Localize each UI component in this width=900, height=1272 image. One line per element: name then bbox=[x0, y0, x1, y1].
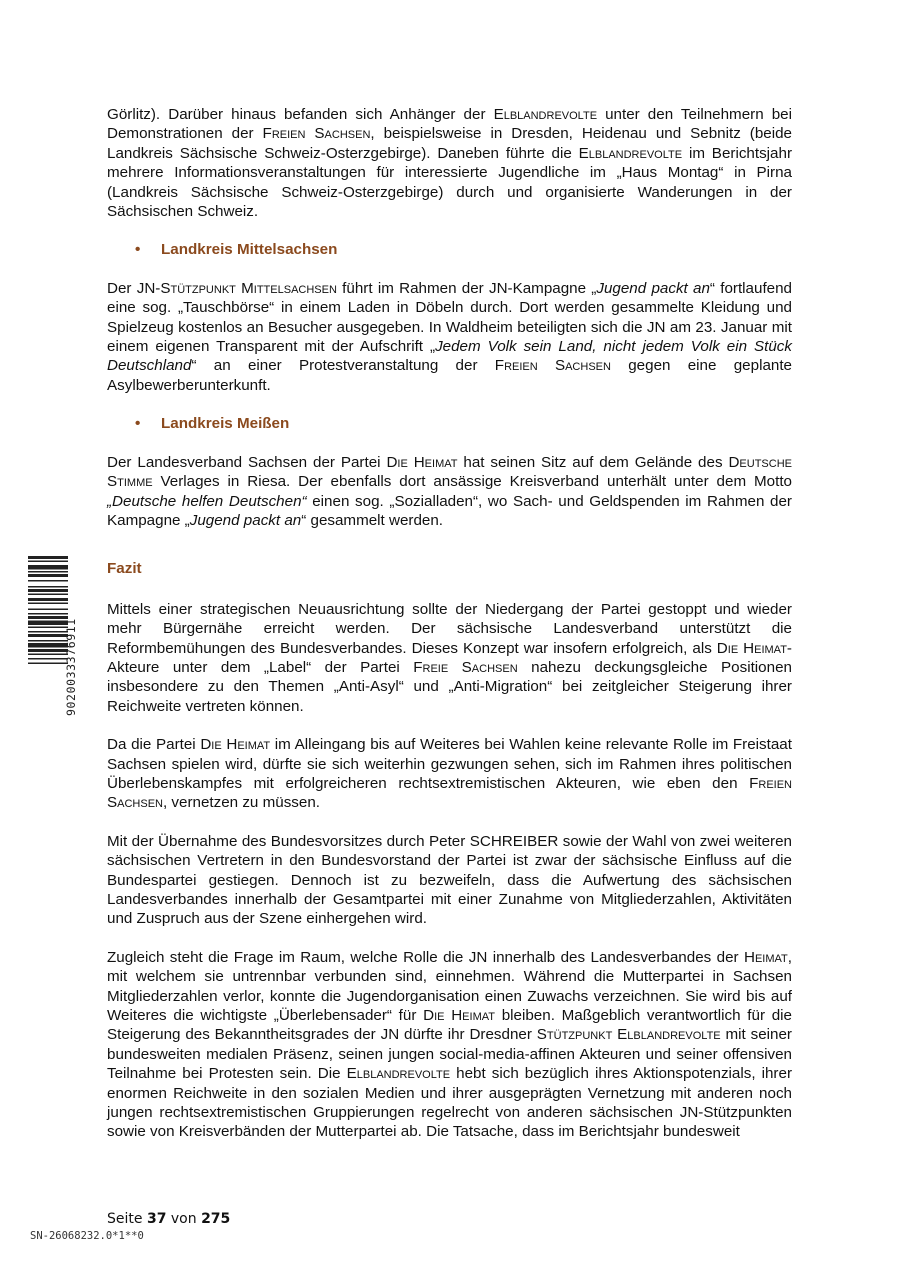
text-run: Der Landesverband Sachsen der Partei bbox=[107, 453, 387, 471]
text-run: im Alleingang bis auf Weiteres bei Wahlen keine relevante Rolle im Freistaat Sachsen spielen wird, dürfte sie sich weiterhin gezwungen sehen, sich im Rahmen ihres politischen Überlebenskampfes mit erfolgreicheren rechtsextremistischen Akteuren, wie eben den bbox=[107, 736, 792, 792]
organization-name: Stützpunkt Mittelsachsen bbox=[160, 279, 337, 297]
paragraph-fazit-1 bbox=[107, 600, 792, 716]
barcode-bar bbox=[28, 621, 68, 626]
barcode-bar bbox=[28, 643, 68, 648]
barcode-bar bbox=[28, 586, 68, 588]
barcode-bar bbox=[28, 556, 68, 559]
barcode-bar bbox=[28, 589, 68, 592]
organization-name: Freien Sachsen bbox=[262, 125, 371, 143]
barcode-bar bbox=[28, 640, 68, 642]
text-run: , vernetzen zu müssen. bbox=[162, 794, 320, 812]
text-run: Zugleich steht die Frage im Raum, welche Rolle die JN innerhalb des Landesverbandes der bbox=[107, 948, 744, 966]
paragraph-fazit-2 bbox=[107, 735, 792, 813]
barcode-bar bbox=[28, 609, 68, 611]
emphasis-text: Jedem Volk sein Land, nicht jedem Volk ein Stück Deutschland bbox=[107, 338, 792, 375]
organization-name: Die Heimat bbox=[716, 639, 787, 657]
footer-page-number: 37 bbox=[146, 1211, 167, 1227]
paragraph-fazit-3 bbox=[107, 832, 792, 929]
text-run: Verlages in Riesa. Der ebenfalls dort ansässige Kreisverband unterhält unter dem Motto bbox=[152, 473, 792, 491]
barcode-bar bbox=[28, 598, 68, 601]
organization-name: Stützpunkt Elblandrevolte bbox=[536, 1026, 721, 1044]
text-run: Mit der Übernahme des Bundesvorsitzes durch Peter SCHREIBER sowie der Wahl von zwei weiteren sächsischen Vertretern in den Bundesvorstand der Partei ist zwar der sächsische Einfluss auf die Bundespartei gestiegen. Dennoch ist zu bezweifeln, dass die Aufwertung des sächsischen Landesverbandes innerhalb der Gesamtpartei mit einer Zunahme von Mitgliederzahlen, Aktivitäten und Zuspruch aus der Szene einhergehen wird. bbox=[107, 832, 792, 928]
bullet-label: Landkreis Meißen bbox=[161, 415, 290, 433]
heading-fazit: Fazit bbox=[107, 560, 142, 578]
text-run: “ an einer Protestveranstaltung der bbox=[191, 357, 495, 375]
paragraph-mittelsachsen bbox=[107, 279, 792, 395]
barcode-bar bbox=[28, 631, 68, 633]
organization-name: Die Heimat bbox=[386, 453, 458, 471]
text-run: mit seiner bundesweiten medialen Präsenz, seinen jungen social-media-affinen Akteuren und seiner offensiven Teilnahme bei Protesten sein. Die bbox=[107, 1026, 792, 1083]
text-run: führt im Rahmen der JN-Kampagne „ bbox=[336, 279, 597, 297]
barcode-icon bbox=[28, 556, 68, 706]
text-run: hat seinen Sitz auf dem Gelände des bbox=[457, 453, 729, 471]
organization-name: Die Heimat bbox=[423, 1007, 495, 1025]
barcode-bar bbox=[28, 594, 68, 596]
text-run: gegen eine geplante Asylbewerberunterkunft. bbox=[107, 357, 792, 394]
document-id: SN-26068232.0*1**0 bbox=[30, 1230, 144, 1242]
text-run: , mit welchem sie untrennbar verbunden sind, einnehmen. Während die Mutterpartei in Sachsen Mitgliederzahlen verlor, konnte die Jugendorganisation einen Zuwachs verzeichnen. Sie wird bis auf Weiteres die wichtigste „Überlebensader“ für bbox=[107, 948, 792, 1025]
organization-name: Elblandrevolte bbox=[493, 106, 598, 123]
bullet-dot-icon: • bbox=[135, 241, 141, 259]
barcode-bar bbox=[28, 663, 68, 665]
barcode-bar bbox=[28, 613, 68, 615]
text-run: Der JN- bbox=[107, 279, 161, 297]
organization-name: Freien Sachsen bbox=[107, 774, 792, 812]
emphasis-text: „Deutsche helfen Deutschen“ bbox=[107, 492, 307, 510]
text-run: Görlitz). Darüber hinaus befanden sich Anhänger der bbox=[107, 106, 494, 123]
barcode-bar bbox=[28, 574, 68, 577]
text-run: hebt sich bezüglich ihres Aktionspotenzials, ihrer enormen Reichweite in den sozialen Medien und ihrer ausgeprägten Vernetzung mit anderen noch jungen rechtsextremistischen Gruppierungen regelrecht von anderen sächsischen JN-Stützpunkten sowie von Kreisverbänden der Mutterpartei ab. Die Tatsache, dass im Berichtsjahr bundesweit bbox=[107, 1065, 792, 1141]
bullet-meissen bbox=[135, 414, 792, 433]
text-run: Da die Partei bbox=[107, 736, 201, 754]
text-run: unter den Teilnehmern bei Demonstrationen der bbox=[107, 106, 792, 143]
barcode-bar bbox=[28, 561, 68, 563]
barcode-bar bbox=[28, 571, 68, 573]
organization-name: Elblandrevolte bbox=[346, 1065, 451, 1083]
text-run: , beispielsweise in Dresden, Heidenau und Sebnitz (beide Landkreis Sächsische Schweiz-Osterzgebirge). Daneben führte die bbox=[107, 125, 792, 162]
bullet-dot-icon: • bbox=[135, 415, 141, 433]
barcode-number: 9020033376911 bbox=[64, 618, 78, 716]
footer-prefix: Seite bbox=[107, 1211, 147, 1227]
text-run: einen sog. „Sozialladen“, wo Sach- und Geldspenden im Rahmen der Kampagne „ bbox=[107, 492, 792, 529]
emphasis-text: Jugend packt an bbox=[596, 279, 710, 297]
paragraph-goerlitz bbox=[107, 105, 792, 221]
page-body bbox=[107, 105, 792, 1142]
page-footer bbox=[107, 1211, 230, 1227]
barcode-bar bbox=[28, 580, 68, 582]
emphasis-text: Jugend packt an bbox=[189, 511, 302, 529]
barcode-bar bbox=[28, 616, 68, 619]
text-run: “ gesammelt werden. bbox=[301, 511, 444, 529]
text-run: -Akteure unter dem „Label“ der Partei bbox=[107, 639, 792, 676]
organization-name: Freien Sachsen bbox=[494, 357, 611, 375]
organization-name: Elblandrevolte bbox=[578, 144, 683, 162]
text-run: “ fortlaufend eine sog. „Tauschbörse“ in einem Laden in Döbeln durch. Dort werden gesammelte Kleidung und Spielzeug kostenlos an Besucher ausgegeben. In Waldheim beteiligten sich die JN am 23. Januar mit einem eigenen Transparent mit der Aufschrift „ bbox=[107, 279, 793, 356]
barcode-bar bbox=[28, 649, 68, 652]
bullet-mittelsachsen bbox=[135, 240, 792, 259]
barcode-bar bbox=[28, 658, 68, 660]
paragraph-fazit-4 bbox=[107, 948, 792, 1142]
barcode-bar bbox=[28, 654, 68, 656]
organization-name: Die Heimat bbox=[200, 736, 271, 754]
organization-name: Freie Sachsen bbox=[413, 658, 518, 676]
text-run: bleiben. Maßgeblich verantwortlich für die Steigerung des Bekanntheitsgrades der JN dürfte ihr Dresdner bbox=[107, 1007, 792, 1044]
text-run: Mittels einer strategischen Neuausrichtung sollte der Niedergang der Partei gestoppt und wieder mehr Bürgernähe erreicht werden. Der sächsische Landesverband unterstützt die Reformbemühungen des Bundesverbandes. Dieses Konzept war insofern erfolgreich, als bbox=[107, 600, 792, 657]
barcode-bar bbox=[28, 634, 68, 637]
footer-middle: von bbox=[166, 1211, 202, 1227]
bullet-label: Landkreis Mittelsachsen bbox=[161, 241, 338, 259]
footer-page-total: 275 bbox=[201, 1211, 231, 1227]
text-run: nahezu deckungsgleiche Positionen insbesondere zu den Themen „Anti-Asyl“ und „Anti-Migration“ bei zeitgleicher Steigerung ihrer Reichweite vertreten können. bbox=[107, 658, 792, 715]
organization-name: Deutsche Stimme bbox=[107, 453, 792, 491]
barcode-bar bbox=[28, 603, 68, 605]
paragraph-meissen bbox=[107, 453, 792, 531]
organization-name: Heimat bbox=[744, 948, 788, 966]
barcode-bar bbox=[28, 627, 68, 629]
text-run: im Berichtsjahr mehrere Informationsveranstaltungen für interessierte Jugendliche im „Haus Montag“ in Pirna (Landkreis Sächsische Schweiz-Osterzgebirge) durch und organisierte Wanderungen in der Sächsischen Schweiz. bbox=[107, 144, 792, 221]
barcode-bar bbox=[28, 565, 68, 570]
